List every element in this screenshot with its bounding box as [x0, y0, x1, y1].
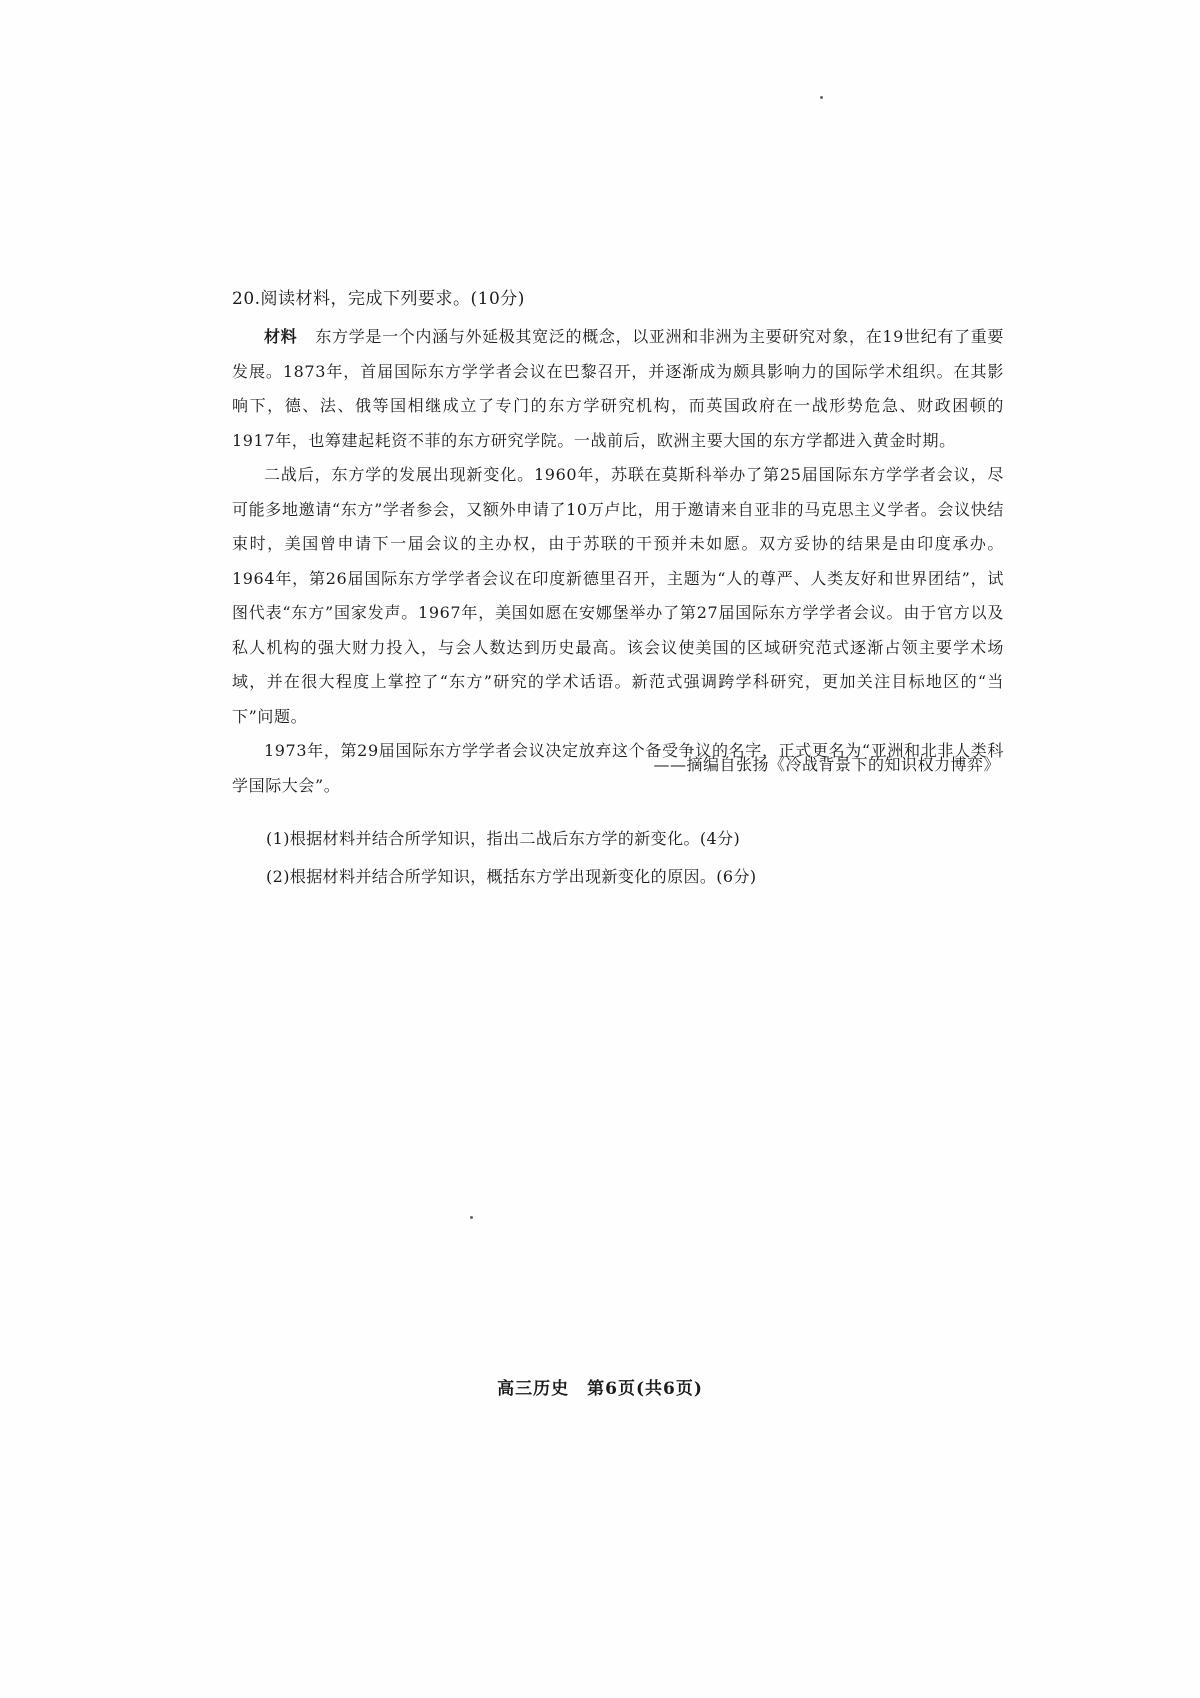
sub-questions	[266, 820, 757, 896]
page-footer: 高三历史 第6页(共6页)	[497, 1379, 703, 1399]
material-source: ——摘编自张扬《冷战背景下的知识权力博弈》	[653, 755, 1000, 774]
material-paragraph-2: 二战后，东方学的发展出现新变化。1960年，苏联在莫斯科举办了第25届国际东方学学者会议，尽可能多地邀请“东方”学者参会，又额外申请了10万卢比，用于邀请来自亚非的马克思主义学者。会议快结束时，美国曾申请下一届会议的主办权，由于苏联的干预并未如愿。双方妥协的结果是由印度承办。1964年，第26届国际东方学学者会议在印度新德里召开，主题为“人的尊严、人类友好和世界团结”，试图代表“东方”国家发声。1967年，美国如愿在安娜堡举办了第27届国际东方学学者会议。由于官方以及私人机构的强大财力投入，与会人数达到历史最高。该会议使美国的区域研究范式逐渐占领主要学术场域，并在很大程度上掌控了“东方”研究的学术话语。新范式强调跨学科研究，更加关注目标地区的“当下”问题。	[232, 465, 1004, 726]
material-paragraph-1-text: 东方学是一个内涵与外延极其宽泛的概念，以亚洲和非洲为主要研究对象，在19世纪有了重要发展。1873年，首届国际东方学学者会议在巴黎召开，并逐渐成为颇具影响力的国际学术组织。在其影响下，德、法、俄等国相继成立了专门的东方学研究机构，而英国政府在一战形势危急、财政困顿的1917年，也筹建起耗资不菲的东方研究学院。一战前后，欧洲主要大国的东方学都进入黄金时期。	[232, 327, 1004, 450]
material-block	[232, 320, 1004, 803]
material-paragraph-3: 1973年，第29届国际东方学学者会议决定放弃这个备受争议的名字，正式更名为“亚洲和北非人类科学国际大会”。	[232, 741, 1004, 795]
question-title: 20.阅读材料，完成下列要求。(10分)	[232, 289, 525, 309]
scan-speck	[820, 96, 823, 99]
sub-question-1: (1)根据材料并结合所学知识，指出二战后东方学的新变化。(4分)	[266, 829, 741, 848]
sub-question-2: (2)根据材料并结合所学知识，概括东方学出现新变化的原因。(6分)	[266, 867, 757, 886]
material-label: 材料	[264, 327, 298, 346]
material-paragraph-1	[232, 320, 1004, 458]
scan-speck	[470, 1216, 473, 1219]
